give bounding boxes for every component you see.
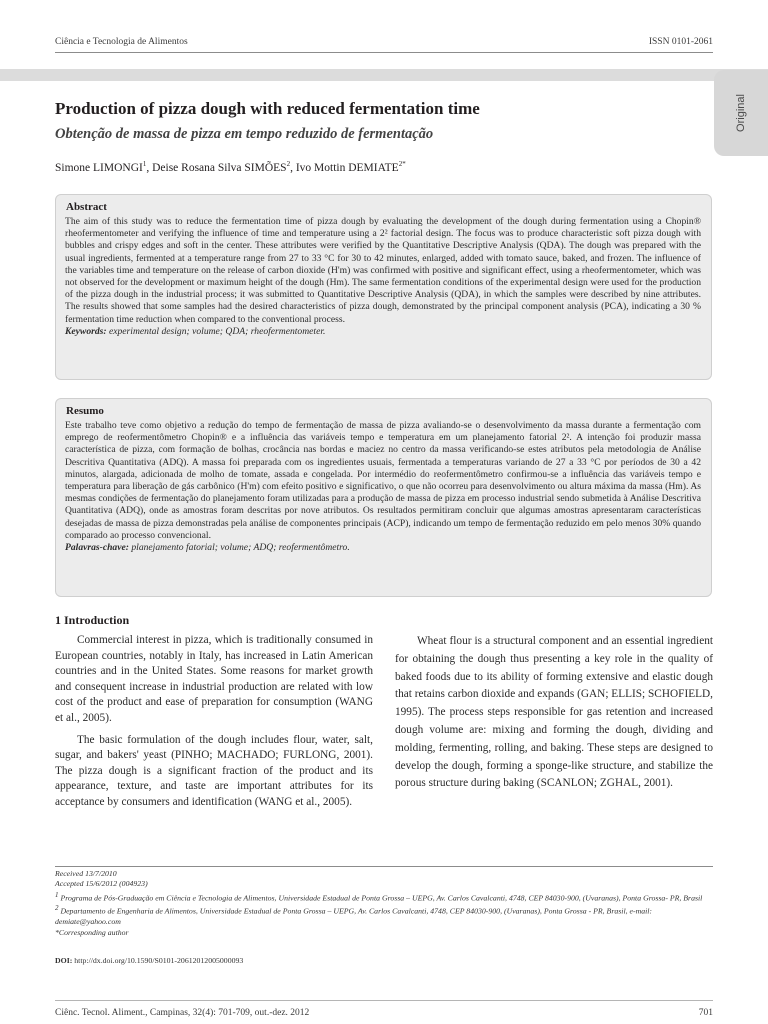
author-affiliation-mark: 2* [398, 160, 406, 168]
header-band [0, 69, 768, 81]
paragraph: Wheat flour is a structural component and an essential ingredient for obtaining the dough thus presenting a key role in the quality of baked foods due to its ability of forming extensive and elastic dough that retains carbon dioxide and expands (GAN; ELLIS; SCHOFIELD, 1995). The process steps responsible for gas retention and increased dough volume are: mixing and forming the dough, dividing and molding, fermenting, rolling, and baking. These steps are designed to develop the dough, forming a sponge-like structure, and stabilize the porous structure during baking (SCANLON; ZGHAL, 2001). [395, 635, 713, 790]
footnote-mark: 2 [55, 904, 59, 913]
palavras-chave-label: Palavras-chave: [65, 542, 129, 554]
resumo-heading: Resumo [66, 405, 104, 417]
paragraph: The basic formulation of the dough includes flour, water, salt, sugar, and bakers' yeast (PINHO; MACHADO; FURLONG, 2001). The pizza dough is a significant fraction of the product and its appearance, texture, and taste are important attributes for its acceptance by consumers and identification (WANG et al., 2005). [55, 733, 373, 808]
paragraph: Commercial interest in pizza, which is traditionally consumed in European countries, notably in Italy, has increased in Latin American countries and in the United States. Some reasons for market growth and consequent increase in industrial production are related with low cost of the product and ease of preparation for consumption (WANG et al., 2005). [55, 634, 373, 724]
doi-link[interactable]: http://dx.doi.org/10.1590/S0101-20612012005000093 [74, 956, 244, 965]
accepted-date: Accepted 15/6/2012 (004923) [55, 879, 148, 889]
resumo-box [55, 398, 712, 597]
issn: ISSN 0101-2061 [648, 37, 713, 47]
affiliation-note-2 [55, 903, 712, 927]
body-column-right [395, 633, 713, 793]
footer-rule [55, 1000, 713, 1001]
footnote-mark: 1 [55, 890, 59, 899]
article-subtitle: Obtenção de massa de pizza em tempo reduzido de fermentação [55, 126, 434, 142]
author-list [55, 160, 406, 174]
corresponding-author-note: *Corresponding author [55, 927, 129, 937]
author-separator: , [146, 161, 153, 174]
doi-line [55, 956, 243, 965]
affiliation-note-1 [55, 890, 712, 904]
author-name: Simone LIMONGI [55, 161, 143, 174]
abstract-keywords [65, 326, 701, 338]
abstract-box [55, 194, 712, 380]
abstract-text: The aim of this study was to reduce the fermentation time of pizza dough by evaluating the development of the dough during fermentation using a Chopin® rheofermentometer and verifying the influence of time and temperature using a 2² factorial design. The focus was to produce characteristic soft pizza dough with bubbles and crispy edges and soft in the center. These attributes were verified by the Quantitative Descriptive Analysis (QDA). The dough was prepared with the usual ingredients, fermented at a temperature range from 27 to 33 °C for 30 to 42 minutes, enlarged, added with tomato sauce, baked, and frozen. The influence of the variables time and temperature on the release of carbon dioxide (H'm) was confirmed with positive and significant effect, using a rheofermentometer, which was not observed for the development or maximum height of the dough (Hm). The same fermentation conditions of the experimental design were used for the production of the pizza dough in the industrial process; it was submitted to Quantitative Descriptive Analysis (QDA), in which the samples were described by nine attributes. The results showed that some samples had the desired characteristics of pizza dough, demonstrated by the principal component analysis (PCA), indicating a 30 % fermentation time reduction when compared to the conventional process. [65, 216, 701, 325]
page-number: 701 [698, 1008, 713, 1018]
journal-citation: Ciênc. Tecnol. Aliment., Campinas, 32(4): 701-709, out.-dez. 2012 [55, 1008, 310, 1018]
keywords-label: Keywords: [65, 325, 107, 337]
article-title: Production of pizza dough with reduced fermentation time [55, 99, 480, 118]
resumo-text: Este trabalho teve como objetivo a redução do tempo de fermentação de massa de pizza avaliando-se o desenvolvimento da massa durante a fermentação com emprego de reofermentômetro Chopin® e a influência das variáveis tempo e temperatura em um planejamento fatorial 2². A intenção foi produzir massa característica de pizza, com formação de bolhas, crocância nas bordas e maciez no centro da massa verificando-se estes atributos pela metodologia de Análise Descritiva Quantitativa (ADQ). A massa foi preparada com os ingredientes usuais, fermentada a temperaturas variando de 27 a 33 °C por períodos de 30 a 42 minutos, alargada, adicionada de molho de tomate, assada e congelada. Por intermédio do reofermentômetro confirmou-se a influência das variáveis tempo e temperatura para liberação de gás carbônico (H'm) com efeito positivo e significativo, o que não ocorreu para desenvolvimento ou altura máxima da massa (Hm). As mesmas condições de fermentação do planejamento foram utilizadas para a produção de massa de pizza em processo industrial sendo submetida à Análise Descritiva Quantitativa (ADQ), onde as amostras foram descritas por nove atributos. Os resultados permitiram concluir que algumas amostras apresentaram características desejadas de massa de pizza demonstradas pela análise de componentes principais (ACP), indicando um tempo de fermentação reduzido em pelo menos 30% quando comparado ao processo convencional. [65, 420, 701, 541]
article-type-label: Original [735, 94, 747, 132]
author-affiliation-mark: 2 [286, 160, 291, 168]
received-date: Received 13/7/2010 [55, 869, 117, 878]
resumo-keywords [65, 542, 701, 554]
journal-name: Ciência e Tecnologia de Alimentos [55, 37, 188, 47]
palavras-chave-text: planejamento fatorial; volume; ADQ; reofermentômetro. [131, 542, 350, 554]
body-column-left [55, 633, 373, 811]
author-affiliation-mark: 1 [142, 160, 147, 168]
affiliation-text: Departamento de Engenharia de Alimentos, Universidade Estadual de Ponta Grossa – UEPG, Av. Carlos Cavalcanti, 4748, CEP 84030-900, (Uvaranas), Ponta Grossa - PR, Brasil, e-mail: demiate@yahoo.com [55, 907, 653, 927]
footnotes [55, 869, 712, 938]
affiliation-text: Programa de Pós-Graduação em Ciência e Tecnologia de Alimentos, Universidade Estadual de Ponta Grossa – UEPG, Av. Carlos Cavalcanti, 4748, CEP 84030-900, (Uvaranas), Ponta Grossa- PR, Brasil [60, 893, 703, 903]
section-heading-introduction: 1 Introduction [55, 613, 130, 627]
article-type-tab [714, 70, 768, 156]
keywords-text: experimental design; volume; QDA; rheofermentometer. [108, 325, 326, 337]
footnote-rule [55, 866, 713, 867]
abstract-heading: Abstract [66, 201, 107, 213]
author-name: Ivo Mottin DEMIATE [295, 161, 399, 174]
header-rule [55, 52, 713, 53]
author-separator: , [290, 161, 296, 174]
doi-label: DOI: [55, 956, 73, 965]
author-name: Deise Rosana Silva SIMÕES [152, 161, 287, 174]
